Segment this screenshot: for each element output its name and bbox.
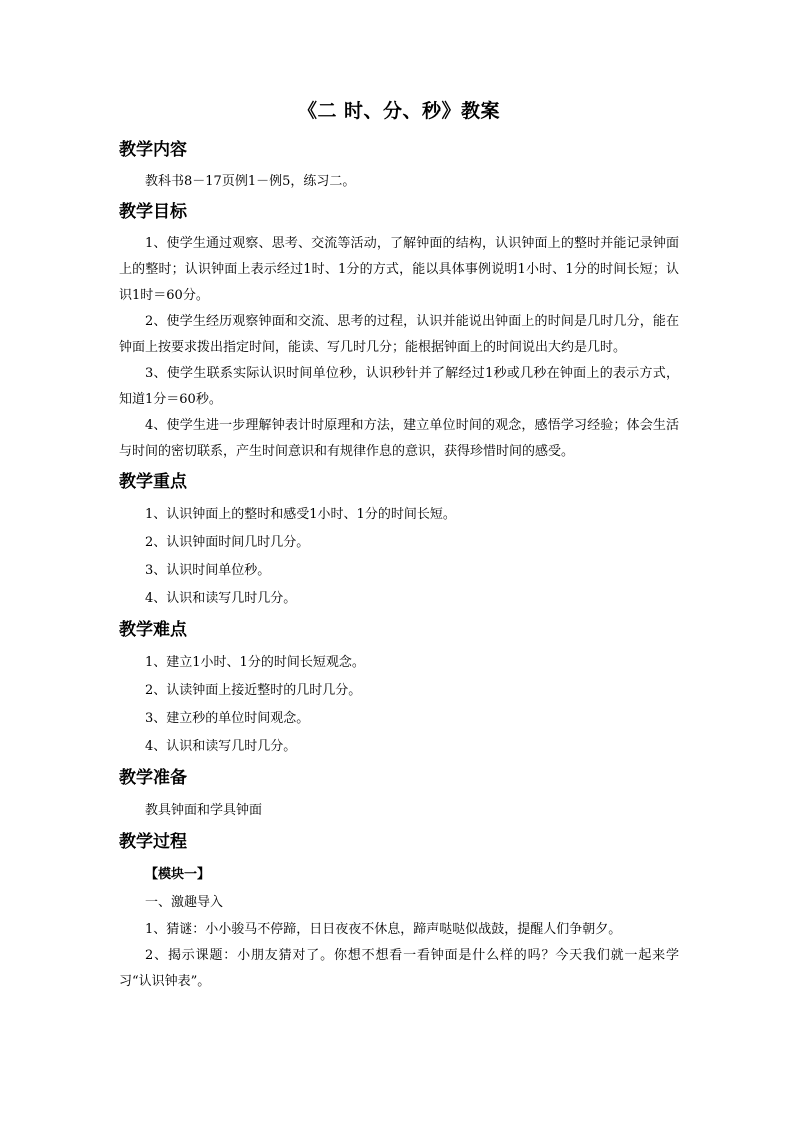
difficulty-item: 1、建立1小时、1分的时间长短观念。 <box>145 655 365 670</box>
section-heading: 教学重点 <box>119 472 187 492</box>
process-item: 1、猜谜：小小骏马不停蹄，日日夜夜不休息，蹄声哒哒似战鼓，提醒人们争朝夕。 <box>145 922 622 937</box>
section-preparation <box>119 765 679 825</box>
document-page <box>119 96 679 999</box>
section-heading: 教学内容 <box>119 140 187 160</box>
goal-item: 3、使学生联系实际认识时间单位秒，认识秒针并了解经过1秒或几秒在钟面上的表示方式，知道1分＝60秒。 <box>119 366 679 407</box>
key-point-item: 3、认识时间单位秒。 <box>145 563 271 578</box>
section-content <box>119 137 679 195</box>
process-item: 2、揭示课题：小朋友猜对了。你想不想看一看钟面是什么样的吗？今天我们就一起来学习“认识钟表”。 <box>119 948 679 989</box>
module-label: 【模块一】 <box>145 867 211 882</box>
section-heading: 教学难点 <box>119 620 187 640</box>
section-heading: 教学过程 <box>119 832 187 852</box>
section-goals <box>119 199 679 465</box>
section-difficulties <box>119 617 679 761</box>
section-heading: 教学准备 <box>119 768 187 788</box>
section-heading: 教学目标 <box>119 202 187 222</box>
goal-item: 2、使学生经历观察钟面和交流、思考的过程，认识并能说出钟面上的时间是几时几分，能在钟面上按要求拨出指定时间，能读、写几时几分；能根据钟面上的时间说出大约是几时。 <box>119 314 679 355</box>
goal-item: 4、使学生进一步理解钟表计时原理和方法，建立单位时间的观念，感悟学习经验；体会生活与时间的密切联系，产生时间意识和有规律作息的意识，获得珍惜时间的感受。 <box>119 418 679 459</box>
process-step: 一、激趣导入 <box>145 895 224 910</box>
section-process <box>119 829 679 995</box>
document-title: 《二 时、分、秒》教案 <box>297 100 501 122</box>
content-text: 教科书8－17页例1－例5，练习二。 <box>145 174 356 189</box>
key-point-item: 4、认识和读写几时几分。 <box>145 591 297 606</box>
key-point-item: 1、认识钟面上的整时和感受1小时、1分的时间长短。 <box>145 507 456 522</box>
difficulty-item: 2、认读钟面上接近整时的几时几分。 <box>145 683 362 698</box>
key-point-item: 2、认识钟面时间几时几分。 <box>145 535 310 550</box>
difficulty-item: 3、建立秒的单位时间观念。 <box>145 711 310 726</box>
difficulty-item: 4、认识和读写几时几分。 <box>145 739 297 754</box>
goal-item: 1、使学生通过观察、思考、交流等活动，了解钟面的结构，认识钟面上的整时并能记录钟面上的整时；认识钟面上表示经过1时、1分的方式，能以具体事例说明1小时、1分的时间长短；认识1时＝60分。 <box>119 236 679 303</box>
section-key-points <box>119 469 679 613</box>
preparation-text: 教具钟面和学具钟面 <box>145 803 263 818</box>
